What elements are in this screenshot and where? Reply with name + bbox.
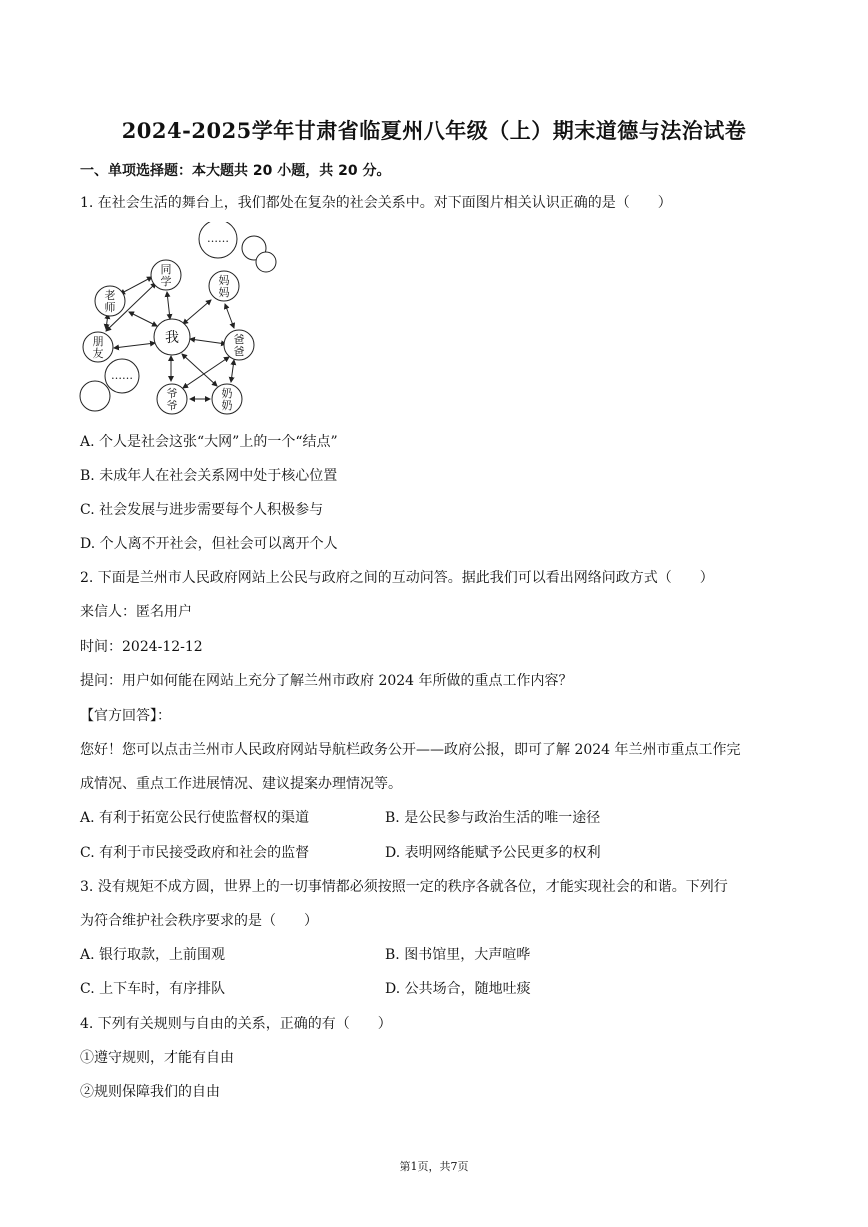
node-bubble-left xyxy=(80,381,110,411)
arrow-me-classmate xyxy=(167,292,170,319)
q2-option-d: D. 表明网络能赋予公民更多的权利 xyxy=(385,845,601,861)
arrow-dad-grandma xyxy=(231,360,234,382)
svg-text:妈: 妈 xyxy=(218,286,230,299)
q1-option-d: D. 个人离不开社会，但社会可以离开个人 xyxy=(80,536,338,552)
social-network-diagram xyxy=(78,222,278,422)
section-heading: 一、单项选择题：本大题共 20 小题，共 20 分。 xyxy=(80,163,391,179)
svg-text:奶: 奶 xyxy=(221,399,233,412)
q4-item-2: ②规则保障我们的自由 xyxy=(80,1084,220,1100)
svg-text:奶: 奶 xyxy=(221,387,233,400)
q3-stem-line-2: 为符合维护社会秩序要求的是（ ） xyxy=(80,913,318,929)
arrow-mom-dad xyxy=(225,304,234,328)
arrow-me-grandma xyxy=(182,354,217,386)
svg-text:爷: 爷 xyxy=(166,387,178,400)
svg-text:学: 学 xyxy=(160,275,172,288)
q3-option-d: D. 公共场合，随地吐痰 xyxy=(385,981,531,997)
svg-text:同: 同 xyxy=(160,263,172,276)
label-ellipsis-left: …… xyxy=(111,369,133,382)
q2-stem: 2. 下面是兰州市人民政府网站上公民与政府之间的互动问答。据此我们可以看出网络问政方式（ ） xyxy=(80,570,714,586)
svg-text:师: 师 xyxy=(104,301,116,314)
q2-time: 时间：2024-12-12 xyxy=(80,639,203,655)
page-footer: 第1页，共7页 xyxy=(399,1160,469,1173)
q1-stem: 1. 在社会生活的舞台上，我们都处在复杂的社会关系中。对下面图片相关认识正确的是（ ） xyxy=(80,195,672,211)
node-bubble-top-2 xyxy=(256,252,276,272)
label-me: 我 xyxy=(165,330,179,346)
q2-option-a: A. 有利于拓宽公民行使监督权的渠道 xyxy=(80,810,310,826)
q1-option-c: C. 社会发展与进步需要每个人积极参与 xyxy=(80,502,324,518)
svg-text:友: 友 xyxy=(92,347,104,360)
q3-option-c: C. 上下车时，有序排队 xyxy=(80,981,226,997)
q2-question: 提问：用户如何能在网站上充分了解兰州市政府 2024 年所做的重点工作内容？ xyxy=(80,673,573,689)
q1-option-b: B. 未成年人在社会关系网中处于核心位置 xyxy=(80,468,338,484)
arrow-me-teacher xyxy=(129,312,157,326)
q4-item-1: ①遵守规则，才能有自由 xyxy=(80,1050,234,1066)
q1-option-a: A. 个人是社会这张“大网”上的一个“结点” xyxy=(80,434,338,450)
q4-stem: 4. 下列有关规则与自由的关系，正确的有（ ） xyxy=(80,1016,392,1032)
label-ellipsis-top: …… xyxy=(207,232,229,245)
arrow-me-dad xyxy=(190,339,226,344)
svg-text:爸: 爸 xyxy=(233,333,245,346)
arrow-me-friend xyxy=(114,343,155,348)
q3-stem-line-1: 3. 没有规矩不成方圆，世界上的一切事情都必须按照一定的秩序各就各位，才能实现社会的和谐。下列行 xyxy=(80,879,728,895)
arrow-me-mom xyxy=(183,300,211,324)
q3-option-b: B. 图书馆里，大声喧哗 xyxy=(385,947,531,963)
q2-reply-title: 【官方回答】： xyxy=(80,708,171,724)
q2-reply-line-1: 您好！您可以点击兰州市人民政府网站导航栏政务公开——政府公报，即可了解 2024 年兰州市重点工作完 xyxy=(80,742,741,758)
q2-reply-line-2: 成情况、重点工作进展情况、建议提案办理情况等。 xyxy=(80,776,402,792)
q2-sender: 来信人：匿名用户 xyxy=(80,604,192,620)
q2-option-c: C. 有利于市民接受政府和社会的监督 xyxy=(80,845,310,861)
q2-option-b: B. 是公民参与政治生活的唯一途径 xyxy=(385,810,601,826)
exam-title: 2024-2025学年甘肃省临夏州八年级（上）期末道德与法治试卷 xyxy=(121,118,747,143)
svg-text:老: 老 xyxy=(104,289,116,302)
q3-option-a: A. 银行取款，上前围观 xyxy=(80,947,226,963)
svg-text:妈: 妈 xyxy=(218,274,230,287)
svg-text:爷: 爷 xyxy=(166,399,178,412)
svg-text:朋: 朋 xyxy=(92,335,104,348)
svg-text:爸: 爸 xyxy=(233,345,245,358)
